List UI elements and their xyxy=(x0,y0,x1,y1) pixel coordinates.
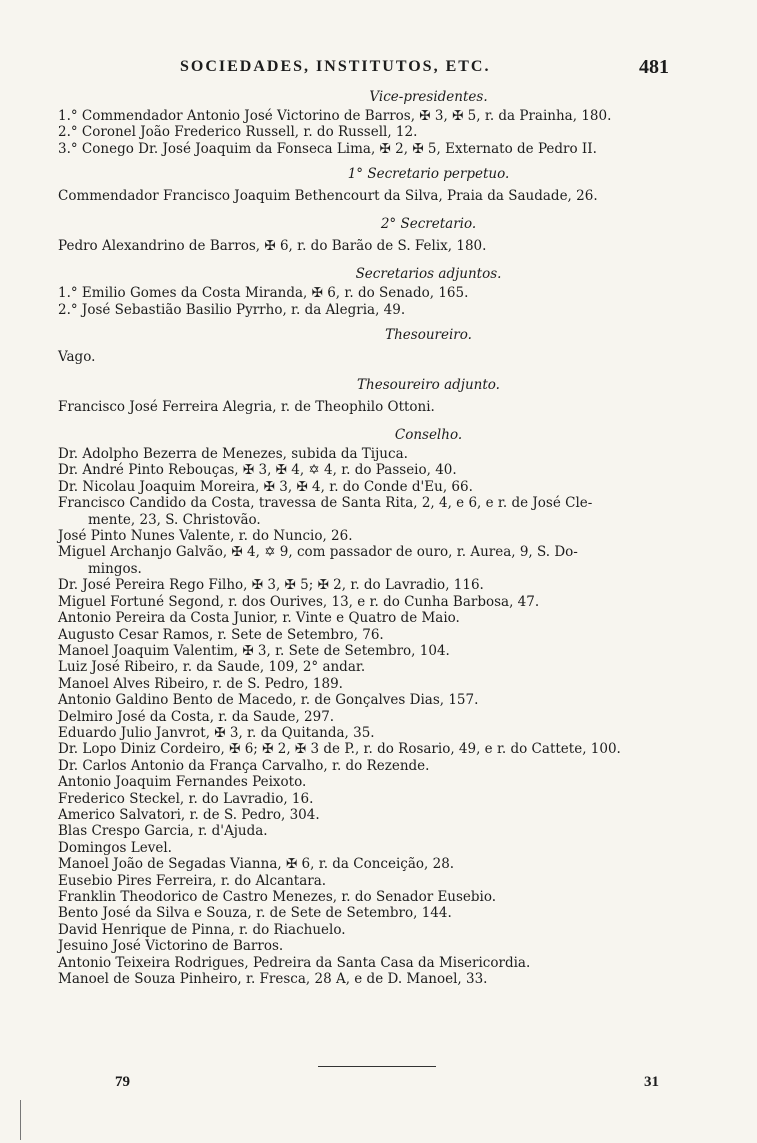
entry-line: Pedro Alexandrino de Barros, ✠ 6, r. do Barão de S. Felix, 180. xyxy=(58,238,487,255)
entry-line: 1.° Commendador Antonio José Victorino de Barros, ✠ 3, ✠ 5, r. da Prainha, 180. xyxy=(58,108,612,124)
entry-line: Luiz José Ribeiro, r. da Saude, 109, 2° andar. xyxy=(58,659,366,676)
section-heading: Secretarios adjuntos. xyxy=(355,266,502,283)
entry-line: 1.° Emilio Gomes da Costa Miranda, ✠ 6, r. do Senado, 165. xyxy=(58,285,469,302)
entry-line: Antonio Galdino Bento de Macedo, r. de Gonçalves Dias, 157. xyxy=(58,692,479,709)
page-number: 481 xyxy=(639,56,669,78)
entry-line: Manoel de Souza Pinheiro, r. Fresca, 28 A, e de D. Manoel, 33. xyxy=(58,971,488,988)
entry-line: Dr. Lopo Diniz Cordeiro, ✠ 6; ✠ 2, ✠ 3 de P., r. do Rosario, 49, e r. do Cattete, 100. xyxy=(58,741,621,758)
entry-continuation: mente, 23, S. Christovão. xyxy=(88,511,261,528)
entry-line: Manoel João de Segadas Vianna, ✠ 6, r. da Conceição, 28. xyxy=(58,856,455,873)
page-header xyxy=(0,56,757,80)
entry-line: 2.° José Sebastião Basilio Pyrrho, r. da Alegria, 49. xyxy=(58,301,406,318)
page-footer xyxy=(0,1074,757,1094)
section-heading: 1° Secretario perpetuo. xyxy=(347,166,510,183)
entry-line: Eduardo Julio Janvrot, ✠ 3, r. da Quitanda, 35. xyxy=(58,724,375,741)
entry-line: Jesuino José Victorino de Barros. xyxy=(58,938,284,955)
entry-line: Dr. José Pereira Rego Filho, ✠ 3, ✠ 5; ✠ 2, r. do Lavradio, 116. xyxy=(58,577,484,594)
section-heading: Conselho. xyxy=(394,427,463,444)
footer-rule xyxy=(318,1066,436,1067)
entry-line: 3.° Conego Dr. José Joaquim da Fonseca Lima, ✠ 2, ✠ 5, Externato de Pedro II. xyxy=(58,140,597,157)
entry-line: Miguel Archanjo Galvão, ✠ 4, ✡ 9, com passador de ouro, r. Aurea, 9, S. Do- xyxy=(58,544,578,561)
entry-line: Blas Crespo Garcia, r. d'Ajuda. xyxy=(58,823,268,840)
margin-mark xyxy=(20,1100,21,1140)
entry-line: Franklin Theodorico de Castro Menezes, r. do Senador Eusebio. xyxy=(58,889,497,905)
section-heading: 2° Secretario. xyxy=(380,216,477,233)
entry-line: Augusto Cesar Ramos, r. Sete de Setembro, 76. xyxy=(58,626,384,643)
entry-line: Dr. Adolpho Bezerra de Menezes, subida da Tijuca. xyxy=(58,446,408,463)
entry-line: Eusebio Pires Ferreira, r. do Alcantara. xyxy=(58,872,327,889)
entry-line: 2.° Coronel João Frederico Russell, r. do Russell, 12. xyxy=(58,124,418,141)
entry-line: Antonio Teixeira Rodrigues, Pedreira da Santa Casa da Misericordia. xyxy=(58,954,531,971)
entry-line: Antonio Joaquim Fernandes Peixoto. xyxy=(58,774,307,791)
entry-line: Dr. André Pinto Rebouças, ✠ 3, ✠ 4, ✡ 4, r. do Passeio, 40. xyxy=(58,462,457,479)
running-title: SOCIEDADES, INSTITUTOS, ETC. xyxy=(180,58,491,75)
entry-line: José Pinto Nunes Valente, r. do Nuncio, 26. xyxy=(58,528,353,545)
entry-line: Manoel Joaquim Valentim, ✠ 3, r. Sete de Setembro, 104. xyxy=(58,642,450,659)
signature-mark-left: 79 xyxy=(115,1074,130,1090)
entry-line: Francisco José Ferreira Alegria, r. de Theophilo Ottoni. xyxy=(58,399,435,416)
entry-line: Americo Salvatori, r. de S. Pedro, 304. xyxy=(58,806,320,823)
entry-line: Delmiro José da Costa, r. da Saude, 297. xyxy=(58,708,335,725)
page-body xyxy=(0,86,757,987)
entry-line: Miguel Fortuné Segond, r. dos Ourives, 13, e r. do Cunha Barbosa, 47. xyxy=(58,593,540,610)
entry-line: Antonio Pereira da Costa Junior, r. Vinte e Quatro de Maio. xyxy=(58,610,460,627)
section-heading: Thesoureiro. xyxy=(385,327,472,344)
entry-line: Francisco Candido da Costa, travessa de Santa Rita, 2, 4, e 6, e r. de José Cle- xyxy=(58,495,593,512)
section-heading: Vice-presidentes. xyxy=(369,89,488,105)
entry-line: Dr. Carlos Antonio da França Carvalho, r. do Rezende. xyxy=(58,757,430,774)
entry-line: Commendador Francisco Joaquim Bethencourt da Silva, Praia da Saudade, 26. xyxy=(58,188,598,205)
entry-line: Frederico Steckel, r. do Lavradio, 16. xyxy=(58,790,314,807)
entry-continuation: mingos. xyxy=(88,560,142,577)
section-heading: Thesoureiro adjunto. xyxy=(357,377,500,394)
entry-line: Domingos Level. xyxy=(58,839,172,856)
signature-mark-right: 31 xyxy=(644,1074,659,1090)
entry-line: Vago. xyxy=(58,349,96,366)
entry-line: Manoel Alves Ribeiro, r. de S. Pedro, 189. xyxy=(58,675,343,692)
entry-line: Dr. Nicolau Joaquim Moreira, ✠ 3, ✠ 4, r. do Conde d'Eu, 66. xyxy=(58,478,473,495)
entry-line: Bento José da Silva e Souza, r. de Sete de Setembro, 144. xyxy=(58,905,452,922)
entry-line: David Henrique de Pinna, r. do Riachuelo. xyxy=(58,921,346,938)
